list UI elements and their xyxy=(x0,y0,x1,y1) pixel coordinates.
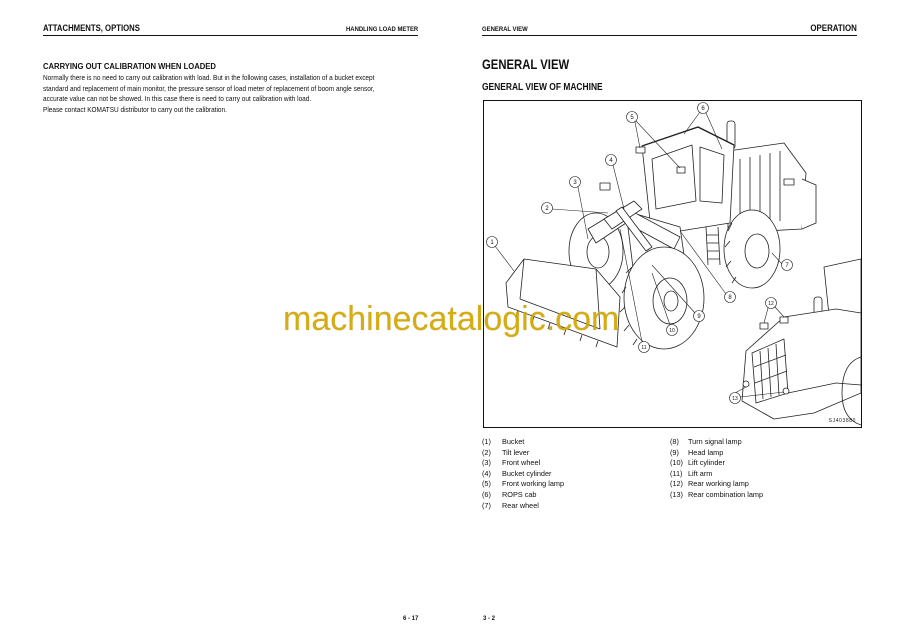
legend-label: Rear working lamp xyxy=(688,479,749,489)
legend-right-column xyxy=(670,437,850,501)
paragraph-line: accurate value can not be showed. In this case there is need to carry out calibration with load. xyxy=(43,94,312,103)
access-ladder xyxy=(706,227,720,265)
legend-number: (10) xyxy=(670,458,683,468)
left-page-header-topic: HANDLING LOAD METER xyxy=(345,26,418,33)
callout-number: 1 xyxy=(490,240,494,247)
legend-left-column xyxy=(482,437,652,511)
paragraph-line: standard and replacement of main monitor, the pressure sensor of load meter of replacement of boom angle sensor, xyxy=(43,83,375,93)
legend-item xyxy=(482,479,652,490)
legend-number: (11) xyxy=(670,468,683,478)
wheel-loader-drawing xyxy=(484,101,861,427)
callout-number: 3 xyxy=(573,180,577,187)
legend-label: Head lamp xyxy=(688,447,724,457)
left-page-number: 6 - 17 xyxy=(403,616,419,622)
rear-view-cab xyxy=(824,259,861,315)
legend-label: Turn signal lamp xyxy=(688,437,742,446)
callout-number: 13 xyxy=(732,396,738,402)
legend-item xyxy=(482,501,652,512)
callout-number: 7 xyxy=(785,263,789,270)
legend-item xyxy=(482,437,652,448)
legend-item xyxy=(670,479,850,490)
page-title: GENERAL VIEW xyxy=(482,57,570,72)
legend-item xyxy=(482,448,652,459)
figure-code: SJ403880 xyxy=(828,418,856,424)
legend-item xyxy=(670,490,850,501)
callout-number: 10 xyxy=(669,328,675,334)
legend-number: (6) xyxy=(482,489,491,499)
legend-label: Bucket cylinder xyxy=(502,468,552,478)
legend-number: (8) xyxy=(670,437,679,446)
callout-number: 5 xyxy=(630,115,634,122)
rear-combination-lamp-left xyxy=(743,381,749,387)
legend-item xyxy=(482,469,652,480)
left-page-header-section: ATTACHMENTS, OPTIONS xyxy=(43,23,140,33)
legend-label: ROPS cab xyxy=(502,489,537,499)
rear-working-lamp-right xyxy=(780,317,788,323)
rear-body-lamp xyxy=(784,179,794,185)
legend-label: Front working lamp xyxy=(502,479,565,489)
legend-item xyxy=(670,437,850,448)
legend-number: (13) xyxy=(670,489,683,499)
cab-door-window xyxy=(700,147,724,203)
watermark-text: machinecatalogic.com xyxy=(283,300,620,338)
legend-label: Lift arm xyxy=(688,468,713,478)
legend-number: (7) xyxy=(482,500,491,510)
right-header-rule xyxy=(482,35,857,36)
legend-number: (9) xyxy=(670,447,679,457)
right-page-header-section: GENERAL VIEW xyxy=(482,26,528,33)
legend-number: (3) xyxy=(482,458,491,468)
legend-label: Lift cylinder xyxy=(688,458,725,468)
legend-label: Bucket xyxy=(502,437,525,446)
legend-number: (2) xyxy=(482,447,491,457)
callout-number: 11 xyxy=(641,345,647,351)
legend-number: (4) xyxy=(482,468,491,478)
cab-lamp-left xyxy=(636,147,645,153)
legend-item xyxy=(482,458,652,469)
fender-lamp xyxy=(600,183,610,190)
right-page-number: 3 - 2 xyxy=(483,616,496,622)
left-header-rule xyxy=(43,35,418,36)
counterweight xyxy=(802,179,816,229)
callout-number: 12 xyxy=(768,301,774,307)
legend-number: (5) xyxy=(482,479,491,489)
callout-number: 2 xyxy=(545,206,549,213)
callout-1 xyxy=(487,237,515,272)
legend-number: (1) xyxy=(482,437,491,446)
machine-figure xyxy=(483,100,862,428)
callout-number: 6 xyxy=(701,106,705,113)
section-title: CARRYING OUT CALIBRATION WHEN LOADED xyxy=(43,61,216,71)
legend-label: Rear combination lamp xyxy=(688,489,764,499)
callout-number: 4 xyxy=(609,158,613,165)
legend-item xyxy=(482,490,652,501)
callout-number: 8 xyxy=(728,295,732,302)
legend-label: Front wheel xyxy=(502,458,541,468)
legend-item xyxy=(670,469,850,480)
right-page-header-chapter: OPERATION xyxy=(810,23,857,33)
legend-number: (12) xyxy=(670,479,683,489)
front-wheel-hub-center xyxy=(664,291,678,311)
rear-wheel-hub xyxy=(745,234,769,268)
cab-lamp-right xyxy=(677,167,685,173)
paragraph-line: Please contact KOMATSU distributor to carry out the calibration. xyxy=(43,104,227,114)
rear-combination-lamp-right xyxy=(783,388,789,394)
legend-item xyxy=(670,448,850,459)
paragraph-line: Normally there is no need to carry out calibration with load. But in the following cases, installation of a bucket except xyxy=(43,73,375,82)
callout-2 xyxy=(542,203,609,214)
legend-item xyxy=(670,458,850,469)
callout-4 xyxy=(606,155,625,210)
legend-label: Rear wheel xyxy=(502,500,539,510)
wheel-loader-illustration xyxy=(506,121,861,425)
rear-working-lamp-left xyxy=(760,323,768,329)
legend-label: Tilt lever xyxy=(502,447,530,457)
callout-number: 9 xyxy=(697,314,701,321)
page-subtitle: GENERAL VIEW OF MACHINE xyxy=(482,82,603,93)
